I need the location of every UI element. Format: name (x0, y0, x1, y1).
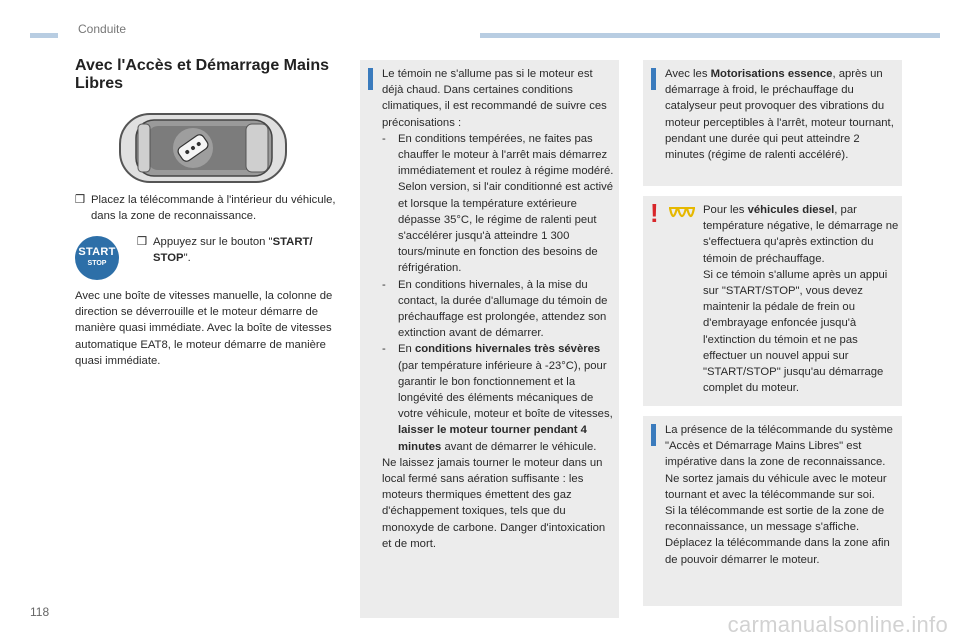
page-number: 118 (30, 605, 50, 619)
gearbox-paragraph: Avec une boîte de vitesses manuelle, la colonne de direction se déverrouille et le moteur démarre de manière quasi immédiate. Avec la boîte de vitesses automatique EAT8, le moteur démarre de manière quasi immédiate. (75, 290, 333, 367)
bullet-press-start: ❒ Appuyez sur le bouton "START/ STOP". (137, 236, 313, 265)
info-icon (651, 68, 656, 90)
bullet-place-remote: ❒ Placez la télécommande à l'intérieur du véhicule, dans la zone de reconnaissance. (75, 194, 336, 223)
remote-text: La présence de la télécommande du système "Accès et Démarrage Mains Libres" est impérative dans la zone de reconnaissance. Ne sortez jamais du véhicule avec le moteur tournant et avec la télécommande sur soi. Si la télécommande est sortie de la zone de reconnaissance, un message s'affiche. Déplacez la télécommande dans la zone afin de pouvoir démarrer le moteur. (665, 424, 893, 566)
box-intro: Le témoin ne s'allume pas si le moteur est déjà chaud. Dans certaines conditions climatiques, il est recommandé de suivre ces préconisations : (382, 68, 607, 129)
warning-icon: ! (650, 198, 659, 228)
petrol-info-box (643, 60, 902, 186)
checkbox-bullet-icon: ❒ (137, 236, 148, 248)
petrol-text: Avec les Motorisations essence, après un démarrage à froid, le préchauffage du catalyseur peut provoquer des vibrations du moteur perceptibles à l'arrêt, moteur tournant, pendant une durée qui peut atteindre 2 minutes (régime de ralenti accéléré). (665, 68, 894, 162)
list-item: - En conditions hivernales, à la mise du contact, la durée d'allumage du témoin de préchauffage est prolongée, attendez son extinction avant de démarrer. (382, 278, 608, 340)
info-icon (651, 424, 656, 446)
glow-plug-icon (668, 204, 696, 228)
watermark: carmanualsonline.info (727, 612, 948, 637)
checkbox-bullet-icon: ❒ (75, 194, 86, 206)
page-title: Avec l'Accès et Démarrage Mains Libres (75, 57, 330, 92)
start-stop-button-icon: START STOP (75, 236, 119, 280)
list-item: - En conditions hivernales très sévères (par température inférieure à -23°C), pour garantir le bon fonctionnement et la longévité des éléments mécaniques de votre véhicule, moteur et boîte de vitesses, laisser le moteur tourner pendant 4 minutes avant de démarrer le véhicule. (382, 343, 613, 453)
preheating-info-box (360, 60, 619, 618)
header-bar-right (480, 33, 940, 38)
car-key-illustration (118, 110, 288, 186)
diesel-text: Pour les véhicules diesel, par température négative, le démarrage ne s'effectuera qu'après extinction du témoin de préchauffage. Si ce témoin s'allume après un appui sur "START/STOP", vous devez maintenir la pédale de frein ou d'embrayage enfoncée jusqu'à l'extinction du témoin et ne pas effectuer un nouvel appui sur "START/STOP" jusqu'au démarrage complet du moteur. (703, 204, 899, 395)
box-closing: Ne laissez jamais tourner le moteur dans un local fermé sans aération suffisante : les moteurs thermiques émettent des gaz d'échappement toxiques, tels que du monoxyde de carbone. Danger d'intoxication et de mort. (382, 456, 606, 550)
section-title: Conduite (78, 22, 127, 36)
list-item: - En conditions tempérées, ne faites pas chauffer le moteur à l'arrêt mais démarrez immédiatement et roulez à régime modéré. Selon version, si l'air conditionné est activé et lorsque la température extérieure dépasse 35°C, le régime de ralenti peut s'accélérer jusqu'à atteindre 1 300 tours/minute en fonction des besoins de réfrigération. (382, 132, 614, 275)
header-bar-left (30, 33, 58, 38)
remote-info-box (643, 416, 902, 606)
info-icon (368, 68, 373, 90)
